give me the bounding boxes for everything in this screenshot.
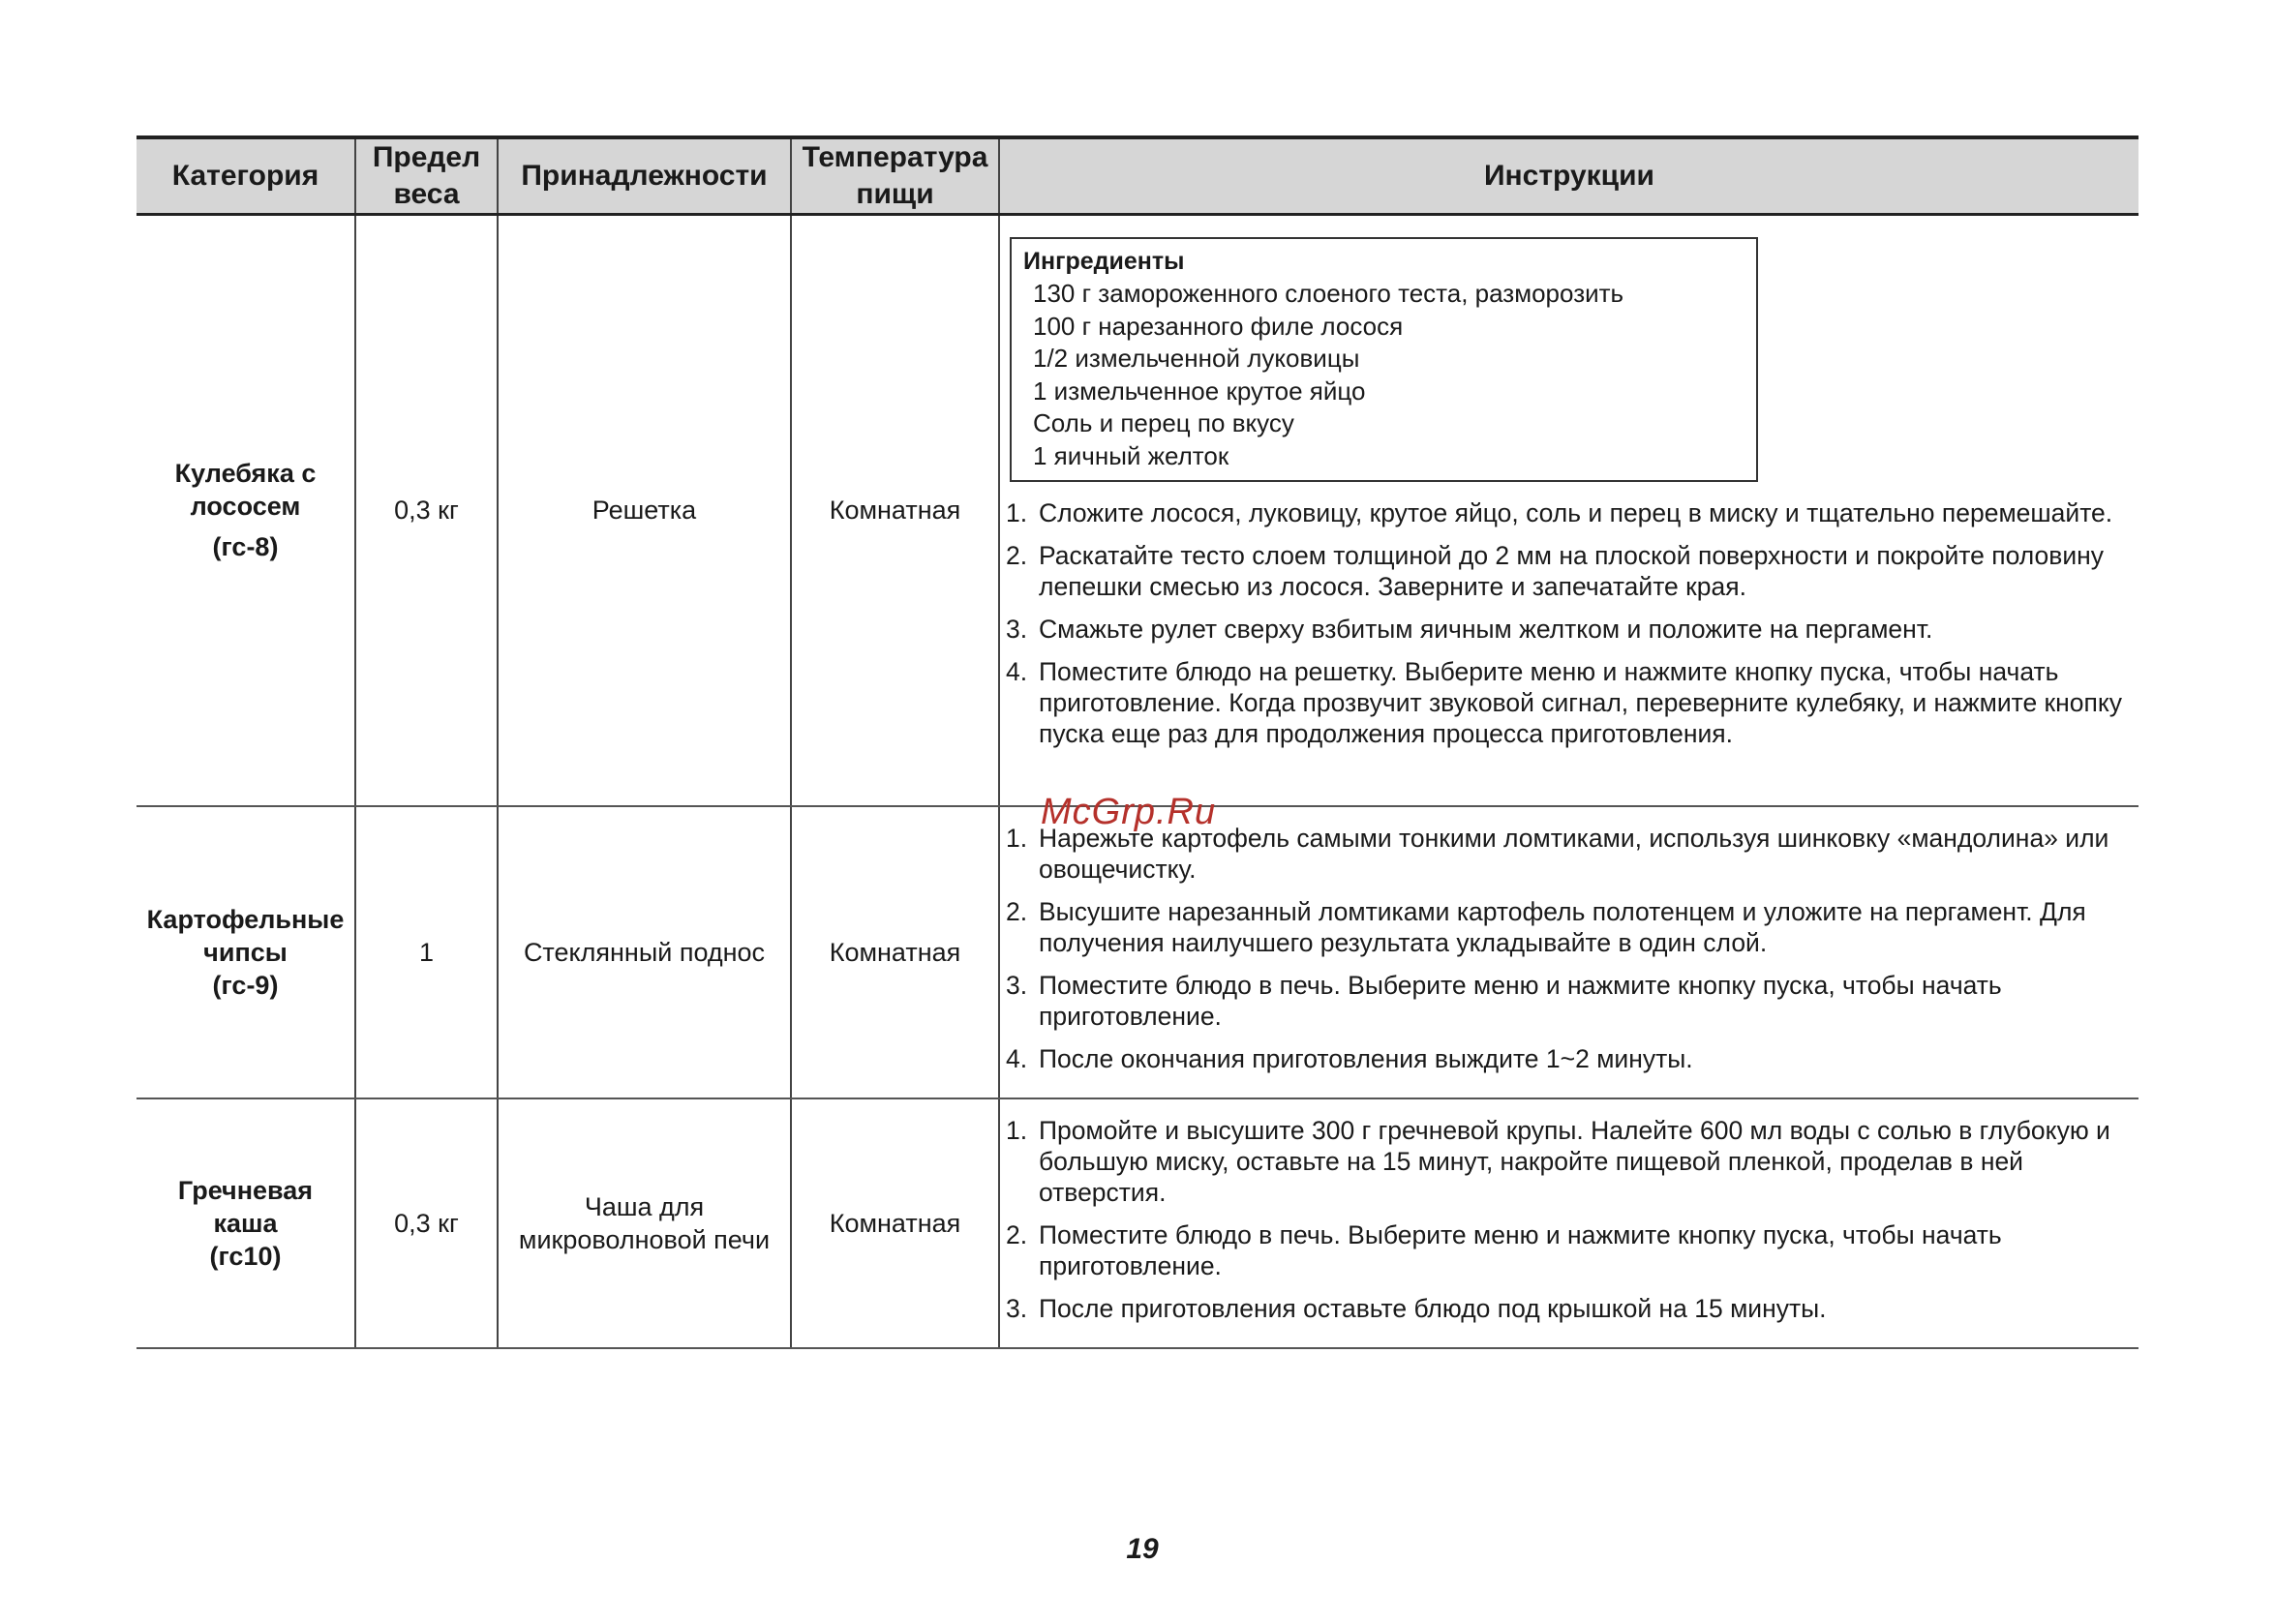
step-text: После приготовления оставьте блюдо под крышкой на 15 минуты.	[1039, 1293, 1827, 1323]
instruction-step	[1006, 614, 2131, 645]
instruction-step	[1006, 656, 2131, 749]
header-weight-line: веса	[393, 178, 460, 210]
ingredient-item: Соль и перец по вкусу	[1033, 408, 1294, 437]
ingredient-item: 1 яичный желток	[1033, 440, 1229, 470]
ingredient-item: 1/2 измельченной луковицы	[1033, 344, 1360, 373]
ingredients-title: Ингредиенты	[1023, 248, 1185, 275]
accessory-cell	[498, 1098, 791, 1348]
instruction-step	[1006, 1043, 2131, 1074]
header-weight-line: Предел	[372, 141, 481, 173]
weight-cell: 0,3 кг	[355, 1098, 498, 1348]
page-number: 19	[1126, 1533, 1159, 1565]
weight-cell: 1	[355, 806, 498, 1098]
category-cell	[136, 1098, 355, 1348]
step-text: Раскатайте тесто слоем толщиной до 2 мм на плоской поверхности и покройте половину лепешки смесью из лосося. Заверните и запечатайте края.	[1039, 541, 2105, 601]
temperature-cell: Комнатная	[791, 1098, 999, 1348]
category-line: Гречневая	[177, 1175, 314, 1205]
accessory-line: Чаша для	[584, 1191, 705, 1221]
accessory-cell	[498, 215, 791, 806]
header-category: Категория	[136, 137, 355, 215]
recipe-table	[136, 135, 2138, 1349]
step-number: 2.	[1006, 1219, 1028, 1249]
step-number: 4.	[1006, 1043, 1028, 1073]
instruction-step	[1006, 896, 2131, 958]
ingredient-item: 100 г нарезанного филе лосося	[1033, 311, 1404, 341]
header-accessories: Принадлежности	[498, 137, 791, 215]
step-number: 1.	[1006, 498, 1028, 527]
instruction-step	[1006, 497, 2131, 528]
step-number: 1.	[1006, 1115, 1028, 1145]
header-weight	[355, 137, 498, 215]
header-temperature-line: Температура	[802, 141, 988, 173]
instruction-step	[1006, 1115, 2131, 1208]
step-text: Поместите блюдо в печь. Выберите меню и нажмите кнопку пуска, чтобы начать приготовление.	[1039, 1219, 2002, 1280]
watermark: McGrp.Ru	[1041, 792, 1217, 832]
instructions-cell	[999, 215, 2138, 806]
step-number: 4.	[1006, 657, 1028, 686]
step-text: Поместите блюдо на решетку. Выберите меню и нажмите кнопку пуска, чтобы начать приготовление. Когда прозвучит звуковой сигнал, переверните кулебяку, и нажмите кнопку пуска еще раз для продолжения процесса приготовления.	[1039, 657, 2123, 748]
step-text: Промойте и высушите 300 г гречневой крупы. Налейте 600 мл воды с солью в глубокую и большую миску, оставьте на 15 минут, накройте пищевой пленкой, проделав в ней отверстия.	[1039, 1115, 2110, 1207]
step-text: Нарежьте картофель самыми тонкими ломтиками, используя шинковку «мандолина» или овощечистку.	[1039, 823, 2109, 884]
accessory-cell	[498, 806, 791, 1098]
category-code: (гс10)	[209, 1241, 282, 1271]
instruction-step	[1006, 1219, 2131, 1281]
instructions-cell	[999, 1098, 2138, 1348]
accessory-line: Решетка	[592, 496, 697, 526]
instruction-step	[1006, 540, 2131, 602]
category-line: чипсы	[203, 937, 288, 967]
step-text: Поместите блюдо в печь. Выберите меню и нажмите кнопку пуска, чтобы начать приготовление.	[1039, 970, 2002, 1031]
header-temperature	[791, 137, 999, 215]
step-number: 1.	[1006, 823, 1028, 853]
category-cell	[136, 215, 355, 806]
weight-cell: 0,3 кг	[355, 215, 498, 806]
step-text: Сложите лосося, луковицу, крутое яйцо, соль и перец в миску и тщательно перемешайте.	[1039, 498, 2113, 527]
table-row	[136, 215, 2138, 806]
step-number: 3.	[1006, 615, 1028, 644]
category-line: Картофельные	[146, 904, 345, 934]
instruction-step	[1006, 1293, 2131, 1324]
step-text: После окончания приготовления выждите 1~2 минуты.	[1039, 1043, 1693, 1073]
temperature-cell: Комнатная	[791, 215, 999, 806]
table-row	[136, 806, 2138, 1098]
step-number: 3.	[1006, 1293, 1028, 1323]
category-code: (гс-8)	[212, 532, 279, 562]
instruction-step	[1006, 970, 2131, 1032]
temperature-cell: Комнатная	[791, 806, 999, 1098]
header-row	[136, 137, 2138, 215]
ingredients-box	[1010, 237, 1758, 482]
step-number: 2.	[1006, 541, 1028, 570]
category-line: Кулебяка с	[174, 459, 317, 489]
accessory-line: микроволновой печи	[518, 1224, 771, 1254]
ingredient-item: 1 измельченное крутое яйцо	[1033, 376, 1366, 406]
category-line: каша	[213, 1208, 278, 1238]
ingredient-item: 130 г замороженного слоеного теста, разморозить	[1033, 279, 1624, 308]
header-instructions: Инструкции	[999, 137, 2138, 215]
category-cell	[136, 806, 355, 1098]
step-number: 3.	[1006, 970, 1028, 1000]
step-number: 2.	[1006, 896, 1028, 926]
category-line: лососем	[190, 492, 301, 522]
step-text: Смажьте рулет сверху взбитым яичным желтком и положите на пергамент.	[1039, 615, 1933, 644]
table-row	[136, 1098, 2138, 1348]
category-code: (гс-9)	[212, 970, 279, 1000]
instructions-cell	[999, 806, 2138, 1098]
step-text: Высушите нарезанный ломтиками картофель полотенцем и уложите на пергамент. Для получения наилучшего результата укладывайте в один слой.	[1039, 896, 2086, 957]
accessory-line: Стеклянный поднос	[523, 937, 766, 967]
header-temperature-line: пищи	[856, 178, 934, 210]
